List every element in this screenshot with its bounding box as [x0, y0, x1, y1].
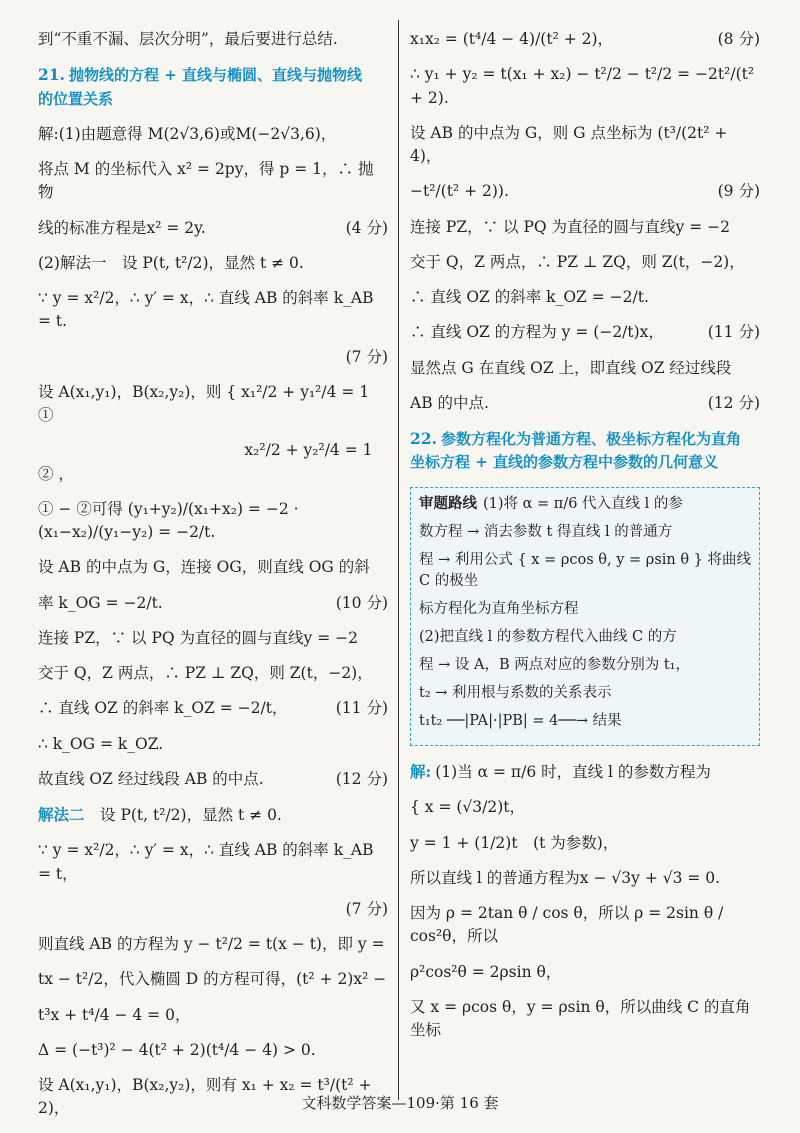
text-line: ∵ y = x²/2，∴ y′ = x，∴ 直线 AB 的斜率 k_AB = t， — [38, 841, 374, 883]
text-line: ρ²cos²θ = 2ρsin θ， — [410, 962, 562, 981]
box-title: 审题路线 — [419, 495, 477, 512]
text-line: 又 x = ρcos θ，y = ρsin θ，所以曲线 C 的直角坐标 — [410, 997, 751, 1039]
text-line: 解法二 设 P(t, t²/2)，显然 t ≠ 0. — [38, 805, 282, 824]
review-route-box — [410, 487, 760, 747]
score-label: (7 分) — [345, 899, 388, 918]
text-line: y = 1 + (1/2)t (t 为参数)， — [410, 833, 619, 852]
text-line — [38, 898, 388, 921]
text-line: ∴ 直线 OZ 的方程为 y = (−2/t)x， (11 分) — [410, 321, 760, 344]
score-label: (10 分) — [335, 593, 388, 612]
box-line: 标方程化为直角坐标方程 — [419, 601, 579, 617]
question-topic: 抛物线的方程 + 直线与椭圆、直线与抛物线 — [68, 66, 362, 85]
question-number: 22. — [410, 429, 437, 448]
question-topic: 坐标方程 + 直线的参数方程中参数的几何意义 — [410, 453, 719, 472]
text-line: 连接 PZ，∵ 以 PQ 为直径的圆与直线y = −2 — [38, 628, 358, 647]
score-label: (7 分) — [345, 347, 388, 366]
text-line: ∴ 直线 OZ 的斜率 k_OZ = −2/t. — [410, 288, 649, 306]
box-line: 审题路线 (1)将 α = π/6 代入直线 l 的参 — [419, 495, 683, 512]
solution-method-label: 解法二 — [38, 805, 85, 824]
question-22-heading — [410, 427, 760, 475]
text-line: 线的标准方程是x² = 2y. (4 分) — [38, 217, 388, 240]
solution-label: 解: — [410, 762, 432, 781]
question-number: 21. — [38, 65, 65, 85]
score-label: (12 分) — [335, 769, 388, 788]
text-line: 则直线 AB 的方程为 y − t²/2 = t(x − t)，即 y = — [38, 935, 385, 953]
text-line: ∴ y₁ + y₂ = t(x₁ + x₂) − t²/2 − t²/2 = −2t²/(t² + 2). — [410, 65, 755, 107]
text-line: −t²/(t² + 2)). (9 分) — [410, 180, 760, 203]
box-line: t₁t₂ ──|PA|·|PB| = 4──→ 结果 — [419, 713, 622, 729]
box-line: 程 → 利用公式 { x = ρcos θ, y = ρsin θ } 将曲线 C 的极坐 — [419, 551, 752, 590]
text-line: 设 A(x₁,y₁)，B(x₂,y₂)，则有 x₁ + x₂ = t³/(t² + 2)， — [38, 1076, 372, 1118]
text-line: Δ = (−t³)² − 4(t² + 2)(t⁴/4 − 4) > 0. — [38, 1040, 316, 1059]
box-line: t₂ → 利用根与系数的关系表示 — [419, 685, 612, 701]
score-label: (11 分) — [707, 323, 760, 342]
text-line: t³x + t⁴/4 − 4 = 0， — [38, 1005, 191, 1024]
score-label: (12 分) — [707, 393, 760, 412]
box-line: 数方程 → 消去参数 t 得直线 l 的普通方 — [419, 523, 673, 540]
text-line: x₂²/2 + y₂²/4 = 1 ② ， — [38, 441, 389, 483]
question-21-heading — [38, 63, 388, 111]
right-column — [410, 28, 760, 1054]
column-divider — [398, 20, 399, 1100]
box-line: (2)把直线 l 的参数方程代入曲线 C 的方 — [419, 629, 677, 645]
text-line: (2)解法一 设 P(t, t²/2)，显然 t ≠ 0. — [38, 253, 304, 272]
text-line: ∴ 直线 OZ 的斜率 k_OZ = −2/t， (11 分) — [38, 697, 388, 720]
text-line: 解: (1)当 α = π/6 时，直线 l 的参数方程为 — [410, 762, 711, 781]
text-line: ∴ k_OG = k_OZ. — [38, 734, 164, 753]
text-line — [38, 346, 388, 369]
text-line: 设 AB 的中点为 G，则 G 点坐标为 (t³/(2t² + 4)， — [410, 123, 728, 165]
text-line: 将点 M 的坐标代入 x² = 2py，得 p = 1，∴ 抛物 — [38, 160, 374, 202]
text-line: 连接 PZ，∵ 以 PQ 为直径的圆与直线y = −2 — [410, 217, 730, 236]
text-line: 交于 Q，Z 两点，∴ PZ ⊥ ZQ，则 Z(t，−2)， — [38, 664, 373, 682]
page-footer: 文科数学答案—109·第 16 套 — [301, 1094, 499, 1112]
text-line: x₁x₂ = (t⁴/4 − 4)/(t² + 2)， (8 分) — [410, 28, 760, 51]
text-line: 解:(1)由题意得 M(2√3,6)或M(−2√3,6)， — [38, 124, 337, 143]
question-topic: 的位置关系 — [38, 89, 114, 108]
box-line: 程 → 设 A，B 两点对应的参数分别为 t₁， — [419, 657, 690, 673]
question-topic: 参数方程化为普通方程、极坐标方程化为直角 — [440, 430, 741, 448]
text-line: 显然点 G 在直线 OZ 上，即直线 OZ 经过线段 — [410, 358, 732, 377]
score-label: (4 分) — [345, 218, 388, 237]
text-line: 因为 ρ = 2tan θ / cos θ，所以 ρ = 2sin θ / cos²θ，所以 — [410, 904, 724, 946]
score-label: (8 分) — [717, 30, 760, 48]
text-line: 设 A(x₁,y₁)，B(x₂,y₂)，则 { x₁²/2 + y₁²/4 = 1 ① — [38, 382, 385, 424]
text-line: 设 AB 的中点为 G，连接 OG，则直线 OG 的斜 — [38, 558, 370, 577]
score-label: (11 分) — [335, 699, 388, 718]
text-line: { x = (√3/2)t， — [410, 798, 526, 817]
text-line: ① − ②可得 (y₁+y₂)/(x₁+x₂) = −2 · (x₁−x₂)/(y₁−y₂) = −2/t. — [38, 499, 299, 541]
score-label: (9 分) — [717, 182, 760, 201]
text-line: 交于 Q，Z 两点，∴ PZ ⊥ ZQ，则 Z(t，−2)， — [410, 252, 745, 271]
text-line: 到“不重不漏、层次分明”，最后要进行总结. — [38, 30, 338, 48]
text-line: 故直线 OZ 经过线段 AB 的中点. (12 分) — [38, 768, 388, 791]
text-line: ∵ y = x²/2，∴ y′ = x，∴ 直线 AB 的斜率 k_AB = t. — [38, 289, 374, 331]
text-line: AB 的中点. (12 分) — [410, 392, 760, 415]
left-column — [38, 28, 388, 1133]
text-line: 所以直线 l 的普通方程为x − √3y + √3 = 0. — [410, 868, 721, 887]
text-line: 率 k_OG = −2/t. (10 分) — [38, 592, 388, 615]
text-line: tx − t²/2，代入椭圆 D 的方程可得，(t² + 2)x² − — [38, 970, 387, 989]
